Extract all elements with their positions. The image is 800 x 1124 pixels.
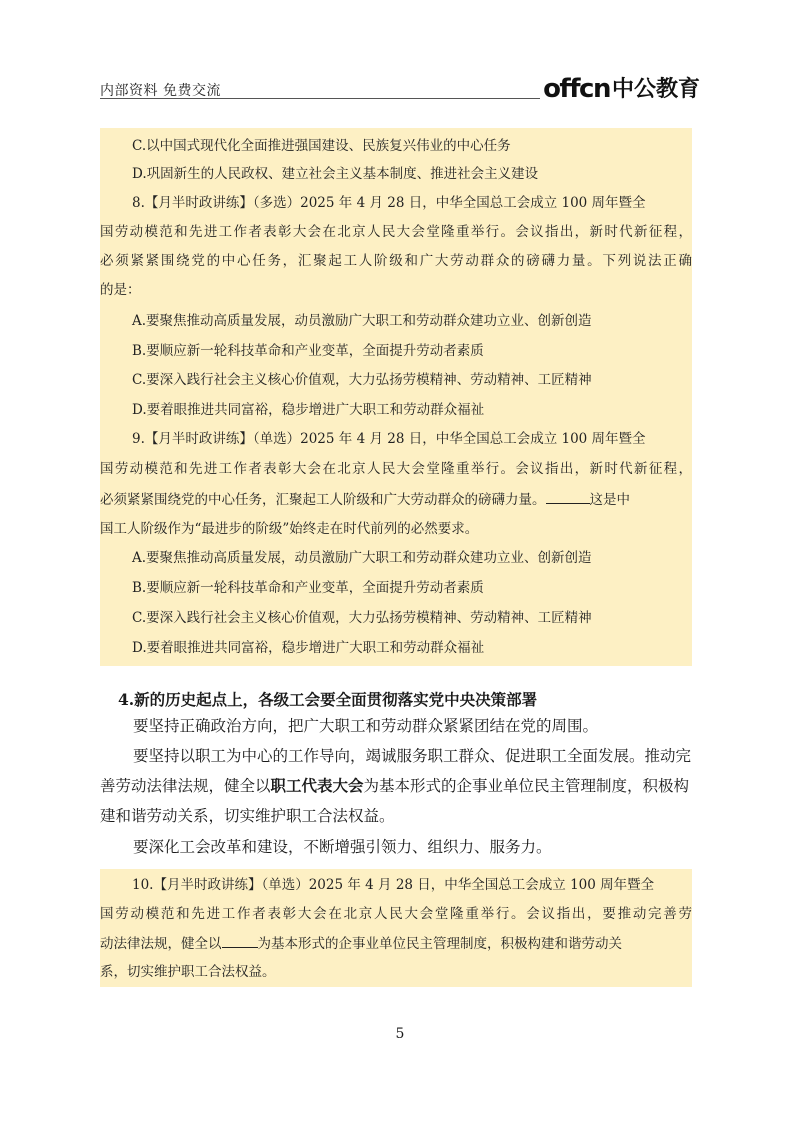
header-label: 内部资料 免费交流 [100, 83, 221, 99]
q8-option-c: C.要深入践行社会主义核心价值观，大力弘扬劳模精神、劳动精神、工匠精神 [132, 372, 592, 388]
question-box-10 [100, 869, 692, 987]
q8-line1: 8.【月半时政讲练】（多选）2025 年 4 月 28 日，中华全国总工会成立 100 周年暨全 [132, 195, 646, 211]
q8-option-b: B.要顺应新一轮科技革命和产业变革，全面提升劳动者素质 [132, 343, 484, 359]
logo-chinese: 中公教育 [611, 77, 700, 102]
question-box-8-9 [100, 128, 692, 666]
q9-line1: 9.【月半时政讲练】（单选）2025 年 4 月 28 日，中华全国总工会成立 100 周年暨全 [132, 431, 646, 447]
q8-line2: 国劳动模范和先进工作者表彰大会在北京人民大会堂隆重举行。会议指出，新时代新征程， [100, 224, 692, 240]
q9-option-a: A.要聚焦推动高质量发展，动员激励广大职工和劳动群众建功立业、创新创造 [132, 550, 592, 566]
q9-line4: 国工人阶级作为“最进步的阶级”始终走在时代前列的必然要求。 [100, 521, 479, 537]
q9-line3-text: 必须紧紧围绕党的中心任务，汇聚起工人阶级和广大劳动群众的磅礴力量。 [100, 492, 546, 508]
offcn-logo [543, 74, 700, 102]
q9-line3-tail: 这是中 [589, 492, 630, 508]
answer-blank [546, 489, 590, 504]
q10-line3-b: 为基本形式的企事业单位民主管理制度，积极构建和谐劳动关 [257, 936, 622, 952]
q9-line3 [100, 489, 630, 510]
option-c-prev: C.以中国式现代化全面推进强国建设、民族复兴伟业的中心任务 [132, 138, 511, 154]
q10-line2: 国劳动模范和先进工作者表彰大会在北京人民大会堂隆重举行。会议指出，要推动完善劳 [100, 906, 692, 922]
q10-line3 [100, 933, 622, 954]
paragraph-3: 要深化工会改革和建设，不断增强引领力、组织力、服务力。 [133, 838, 552, 856]
option-d-prev: D.巩固新生的人民政权、建立社会主义基本制度、推进社会主义建设 [132, 166, 539, 182]
paragraph-2-line3: 建和谐劳动关系，切实维护职工合法权益。 [100, 807, 395, 825]
page-header [100, 74, 700, 104]
q8-option-a: A.要聚焦推动高质量发展，动员激励广大职工和劳动群众建功立业、创新创造 [132, 313, 592, 329]
q10-line1: 10.【月半时政讲练】（单选）2025 年 4 月 28 日，中华全国总工会成立 100 周年暨全 [132, 877, 655, 893]
q9-line2: 国劳动模范和先进工作者表彰大会在北京人民大会堂隆重举行。会议指出，新时代新征程， [100, 461, 692, 477]
q9-option-c: C.要深入践行社会主义核心价值观，大力弘扬劳模精神、劳动精神、工匠精神 [132, 610, 592, 626]
page-number: 5 [395, 1026, 405, 1042]
q10-line3-a: 动法律法规，健全以 [100, 936, 222, 952]
paragraph-2-line2-a: 善劳动法律法规，健全以 [100, 777, 271, 795]
highlight-term: 职工代表大会 [270, 776, 364, 795]
header-divider [100, 98, 540, 99]
q9-option-b: B.要顺应新一轮科技革命和产业变革，全面提升劳动者素质 [132, 580, 484, 596]
q9-option-d: D.要着眼推进共同富裕，稳步增进广大职工和劳动群众福祉 [132, 640, 485, 656]
q8-option-d: D.要着眼推进共同富裕，稳步增进广大职工和劳动群众福祉 [132, 402, 485, 418]
q8-line4: 的是： [100, 282, 141, 298]
paragraph-2-line2-b: 为基本形式的企事业单位民主管理制度，积极构 [363, 777, 690, 795]
q10-line4: 系，切实维护职工合法权益。 [100, 964, 276, 980]
section-title: 4.新的历史起点上，各级工会要全面贯彻落实党中央决策部署 [118, 690, 538, 709]
paragraph-2-line1: 要坚持以职工为中心的工作导向，竭诚服务职工群众、促进职工全面发展。推动完 [133, 747, 692, 765]
q8-line3: 必须紧紧围绕党的中心任务，汇聚起工人阶级和广大劳动群众的磅礴力量。下列说法正确 [100, 253, 692, 269]
answer-blank [222, 933, 258, 948]
paragraph-1: 要坚持正确政治方向，把广大职工和劳动群众紧紧团结在党的周围。 [133, 717, 599, 735]
logo-latin: offcn [543, 74, 610, 104]
paragraph-2-line2 [100, 776, 689, 796]
